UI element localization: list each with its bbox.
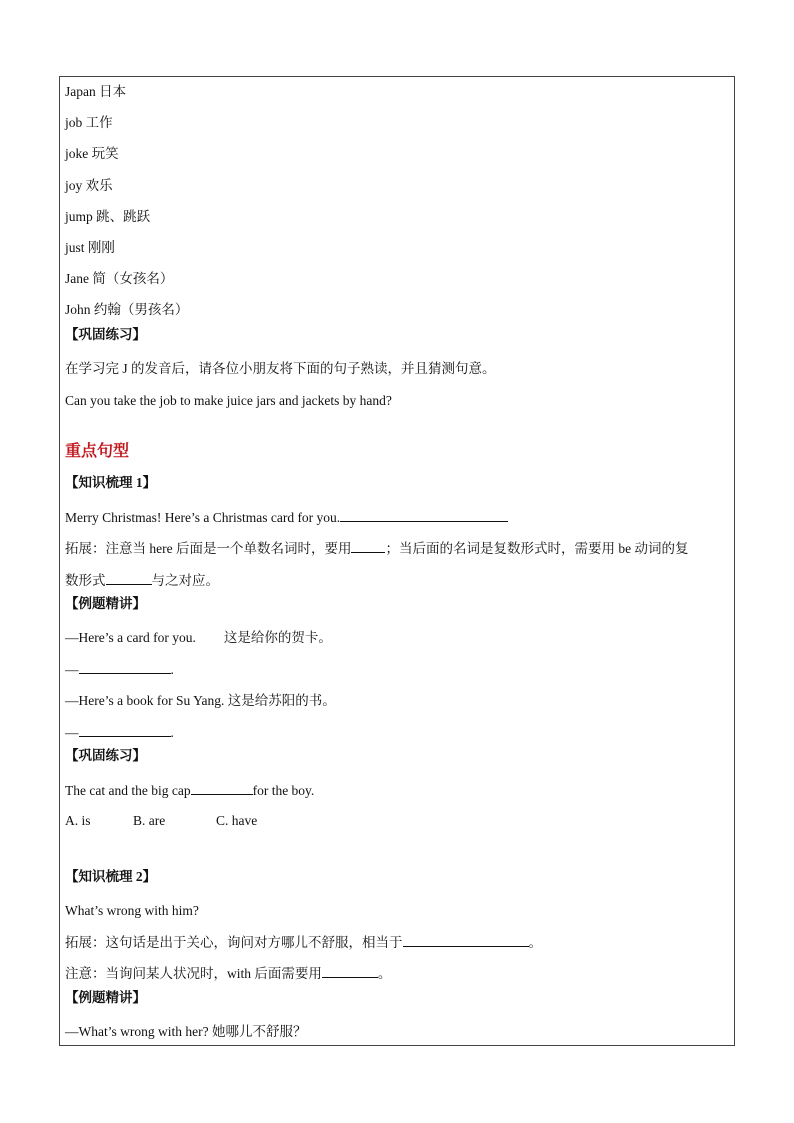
example-answer-line	[65, 660, 174, 679]
extension-text: 拓展：这句话是出于关心，询问对方哪儿不舒服，相当于	[65, 935, 403, 950]
answer-blank[interactable]	[106, 571, 152, 585]
period: .	[170, 662, 174, 677]
extension-text: ；当后面的名词是复数形式时，需要用 be 动词的复	[385, 541, 689, 556]
knowledge-sentence: What’s wrong with him?	[65, 903, 199, 918]
option-c[interactable]: C. have	[216, 813, 258, 828]
extension-text: 。	[528, 935, 542, 950]
dash: —	[65, 662, 79, 677]
example-header: 【例题精讲】	[65, 990, 146, 1005]
knowledge-sentence	[65, 508, 508, 527]
extension-text: 数形式	[65, 573, 106, 588]
knowledge-extension	[65, 933, 542, 952]
knowledge-header: 【知识梳理 1】	[65, 475, 157, 490]
vocab-item: job 工作	[65, 115, 113, 130]
option-b[interactable]: B. are	[133, 813, 166, 828]
vocab-item: Japan 日本	[65, 84, 127, 99]
knowledge-extension	[65, 539, 688, 558]
vocab-item: joke 玩笑	[65, 146, 119, 161]
practice-instruction: 在学习完 J 的发音后，请各位小朋友将下面的句子熟读，并且猜测句意。	[65, 361, 496, 376]
question-text: for the boy.	[252, 783, 315, 798]
practice-options	[65, 812, 257, 830]
extension-text: 拓展：注意当 here 后面是一个单数名词时，要用	[65, 541, 352, 556]
example-header: 【例题精讲】	[65, 596, 146, 611]
answer-blank[interactable]	[340, 508, 508, 522]
vocab-item: jump 跳、跳跃	[65, 209, 151, 224]
practice-header: 【巩固练习】	[65, 748, 146, 763]
knowledge-sentence-text: Merry Christmas! Here’s a Christmas card for you.	[65, 510, 341, 525]
example-question	[65, 629, 332, 647]
knowledge-header: 【知识梳理 2】	[65, 869, 157, 884]
answer-blank[interactable]	[79, 723, 171, 737]
example-question: —What’s wrong with her? 她哪儿不舒服？	[65, 1024, 307, 1039]
extension-text: 与之对应。	[151, 573, 219, 588]
practice-header: 【巩固练习】	[65, 327, 146, 342]
section-title: 重点句型	[65, 443, 130, 460]
vocab-item: joy 欢乐	[65, 178, 113, 193]
option-a[interactable]: A. is	[65, 813, 91, 828]
example-question-en: —Here’s a card for you.	[65, 630, 196, 645]
answer-blank[interactable]	[79, 660, 171, 674]
example-question-zh: 这是给你的贺卡。	[223, 630, 332, 645]
answer-blank[interactable]	[322, 964, 378, 978]
answer-blank[interactable]	[191, 781, 253, 795]
vocab-item: Jane 简（女孩名）	[65, 271, 174, 286]
dash: —	[65, 725, 79, 740]
answer-blank[interactable]	[403, 933, 529, 947]
note-text: 注意：当询问某人状况时，with 后面需要用	[65, 966, 322, 981]
note-text: 。	[377, 966, 392, 981]
vocab-item: just 刚刚	[65, 240, 115, 255]
answer-blank[interactable]	[351, 539, 385, 553]
content-frame	[59, 76, 735, 1046]
vocab-item: John 约翰（男孩名）	[65, 302, 189, 317]
example-answer-line	[65, 723, 174, 742]
knowledge-note	[65, 964, 391, 983]
example-question: —Here’s a book for Su Yang. 这是给苏阳的书。	[65, 693, 336, 708]
practice-question	[65, 781, 314, 800]
period: .	[170, 725, 174, 740]
knowledge-extension-line2	[65, 571, 219, 590]
practice-sentence: Can you take the job to make juice jars and jackets by hand?	[65, 393, 392, 408]
question-text: The cat and the big cap	[65, 783, 191, 798]
